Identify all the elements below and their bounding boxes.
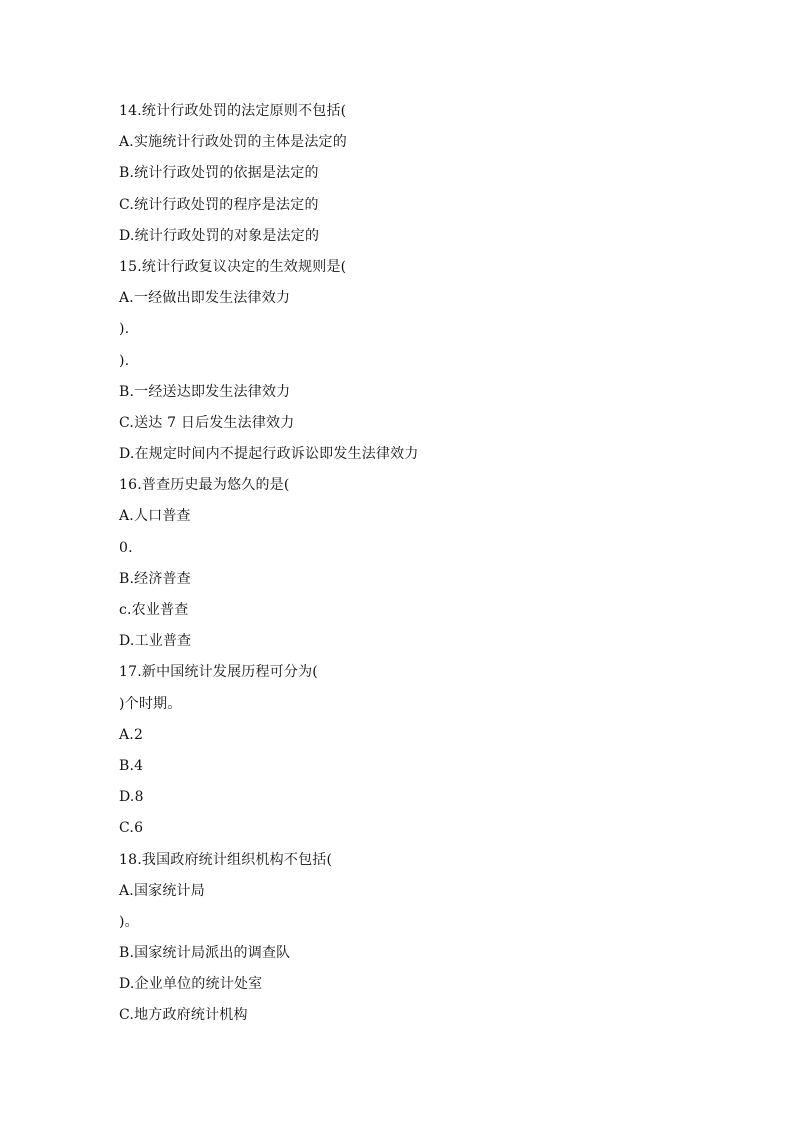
question-17-option-c: C.6 <box>119 820 144 837</box>
question-18-option-a: A.国家统计局 <box>119 882 205 899</box>
question-16-option-b: B.经济普查 <box>119 570 191 587</box>
question-stem-fragment: )。 <box>119 913 139 930</box>
question-15-option-b: B.一经送达即发生法律效力 <box>119 383 291 400</box>
question-15-stem: 15.统计行政复议决定的生效规则是( <box>119 258 347 275</box>
question-14-option-a: A.实施统计行政处罚的主体是法定的 <box>119 134 347 151</box>
question-15-option-a: A.一经做出即发生法律效力 <box>119 290 291 307</box>
question-14-option-b: B.统计行政处罚的依据是法定的 <box>119 165 319 182</box>
question-17-option-a: A.2 <box>119 726 144 743</box>
question-text-block <box>119 101 739 1037</box>
question-14-option-d: D.统计行政处罚的对象是法定的 <box>119 227 320 244</box>
question-18-option-c: C.地方政府统计机构 <box>119 1007 248 1024</box>
question-17-stem: 17.新中国统计发展历程可分为( <box>119 664 318 681</box>
question-14-stem: 14.统计行政处罚的法定原则不包括( <box>119 103 347 119</box>
question-stem-fragment: )个时期。 <box>119 695 182 712</box>
question-18-option-d: D.企业单位的统计处室 <box>119 976 263 993</box>
question-16-option-d: D.工业普查 <box>119 633 192 650</box>
question-16-option-a: A.人口普查 <box>119 508 191 525</box>
question-stem-fragment: ). <box>119 352 130 369</box>
question-stem-fragment: 0. <box>119 539 133 556</box>
question-17-option-d: D.8 <box>119 789 144 806</box>
question-15-option-c: C.送达 7 日后发生法律效力 <box>119 414 295 431</box>
question-16-option-c: c.农业普查 <box>119 602 189 618</box>
question-16-stem: 16.普查历史最为悠久的是( <box>119 477 290 494</box>
question-stem-fragment: ). <box>119 321 130 338</box>
question-15-option-d: D.在规定时间内不提起行政诉讼即发生法律效力 <box>119 446 419 463</box>
question-17-option-b: B.4 <box>119 757 144 774</box>
question-18-stem: 18.我国政府统计组织机构不包括( <box>119 851 333 868</box>
question-14-option-c: C.统计行政处罚的程序是法定的 <box>119 196 319 213</box>
question-18-option-b: B.国家统计局派出的调查队 <box>119 945 291 962</box>
